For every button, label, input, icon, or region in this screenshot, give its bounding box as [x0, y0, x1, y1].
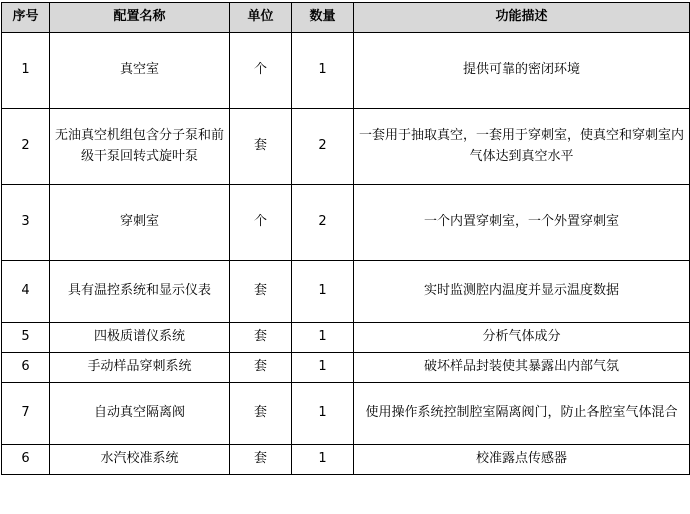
- cell-unit: 套: [230, 323, 292, 353]
- cell-name: 具有温控系统和显示仪表: [50, 261, 230, 323]
- spec-table-container: [0, 2, 690, 475]
- cell-no: 7: [2, 383, 50, 445]
- table-row: [2, 109, 690, 185]
- cell-unit: 套: [230, 109, 292, 185]
- cell-no: 1: [2, 33, 50, 109]
- column-header-no: 序号: [2, 3, 50, 33]
- cell-quantity: 1: [292, 33, 354, 109]
- cell-no: 4: [2, 261, 50, 323]
- cell-unit: 套: [230, 261, 292, 323]
- column-header-name: 配置名称: [50, 3, 230, 33]
- cell-quantity: 1: [292, 261, 354, 323]
- cell-description: 使用操作系统控制腔室隔离阀门，防止各腔室气体混合: [354, 383, 690, 445]
- table-row: [2, 33, 690, 109]
- cell-unit: 套: [230, 353, 292, 383]
- column-header-quantity: 数量: [292, 3, 354, 33]
- table-body: [2, 33, 690, 475]
- cell-quantity: 1: [292, 445, 354, 475]
- table-header-row: [2, 3, 690, 33]
- cell-quantity: 2: [292, 185, 354, 261]
- cell-quantity: 1: [292, 323, 354, 353]
- cell-name: 无油真空机组包含分子泵和前级干泵回转式旋叶泵: [50, 109, 230, 185]
- cell-description: 提供可靠的密闭环境: [354, 33, 690, 109]
- cell-no: 6: [2, 353, 50, 383]
- cell-no: 2: [2, 109, 50, 185]
- cell-no: 6: [2, 445, 50, 475]
- cell-unit: 套: [230, 445, 292, 475]
- cell-description: 实时监测腔内温度并显示温度数据: [354, 261, 690, 323]
- cell-unit: 套: [230, 383, 292, 445]
- table-row: [2, 445, 690, 475]
- cell-no: 3: [2, 185, 50, 261]
- cell-name: 自动真空隔离阀: [50, 383, 230, 445]
- configuration-spec-table: [1, 2, 690, 475]
- cell-unit: 个: [230, 185, 292, 261]
- cell-name: 四极质谱仪系统: [50, 323, 230, 353]
- cell-unit: 个: [230, 33, 292, 109]
- cell-description: 一个内置穿刺室，一个外置穿刺室: [354, 185, 690, 261]
- column-header-description: 功能描述: [354, 3, 690, 33]
- cell-name: 手动样品穿刺系统: [50, 353, 230, 383]
- cell-description: 分析气体成分: [354, 323, 690, 353]
- column-header-unit: 单位: [230, 3, 292, 33]
- table-row: [2, 185, 690, 261]
- table-row: [2, 261, 690, 323]
- cell-no: 5: [2, 323, 50, 353]
- cell-name: 水汽校准系统: [50, 445, 230, 475]
- table-row: [2, 383, 690, 445]
- table-row: [2, 353, 690, 383]
- cell-quantity: 1: [292, 353, 354, 383]
- cell-name: 穿刺室: [50, 185, 230, 261]
- table-row: [2, 323, 690, 353]
- cell-quantity: 1: [292, 383, 354, 445]
- cell-description: 校准露点传感器: [354, 445, 690, 475]
- cell-description: 一套用于抽取真空，一套用于穿刺室，使真空和穿刺室内气体达到真空水平: [354, 109, 690, 185]
- cell-quantity: 2: [292, 109, 354, 185]
- cell-name: 真空室: [50, 33, 230, 109]
- cell-description: 破坏样品封装使其暴露出内部气氛: [354, 353, 690, 383]
